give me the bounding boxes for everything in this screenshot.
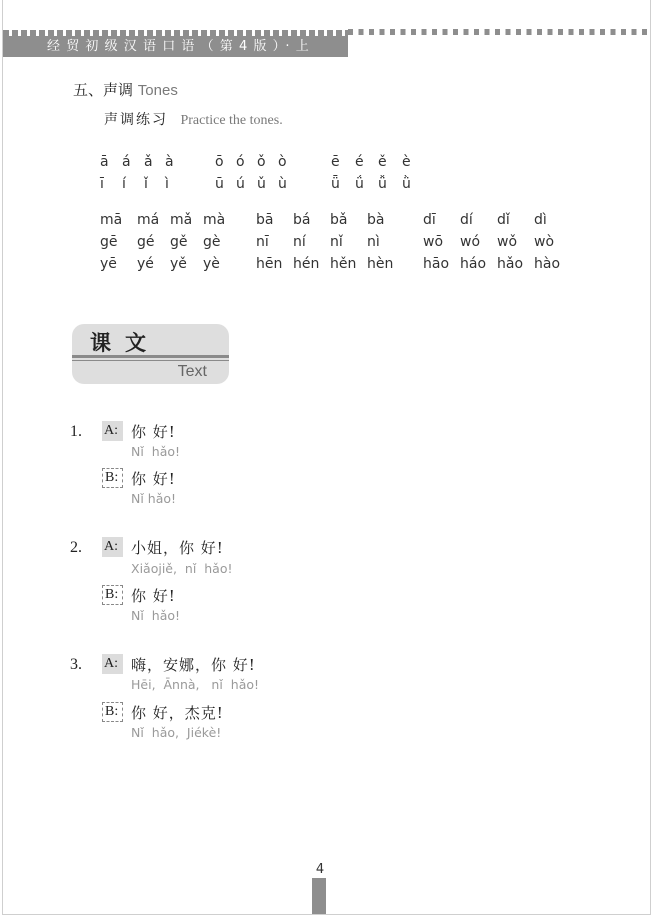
- dialogue-hanzi: 你 好!: [131, 423, 176, 441]
- tone-cell: hěn: [330, 256, 357, 272]
- tone-cell: wò: [534, 234, 555, 250]
- tone-cell: á: [122, 154, 131, 170]
- tone-cell: ē: [331, 154, 340, 170]
- tone-cell: ǎ: [144, 154, 153, 170]
- tone-cell: ǘ: [355, 176, 364, 192]
- tone-cell: à: [165, 154, 174, 170]
- tone-cell: yě: [170, 256, 187, 272]
- tone-cell: bá: [293, 212, 311, 228]
- dialogue-pinyin: Hēi, Ānnà, nǐ hǎo!: [131, 677, 260, 692]
- tone-cell: é: [355, 154, 364, 170]
- tone-cell: ǜ: [402, 176, 411, 192]
- header-rule: [72, 355, 229, 358]
- tone-cell: ǔ: [257, 176, 266, 192]
- section-title-cn: 五、声调: [73, 81, 134, 99]
- tone-cell: wō: [423, 234, 444, 250]
- tone-cell: wó: [460, 234, 481, 250]
- tone-cell: dī: [423, 212, 436, 228]
- speaker-b-label: B:: [102, 468, 123, 488]
- dialogue-pinyin: Nǐ hǎo!: [131, 608, 181, 623]
- tone-cell: ò: [278, 154, 287, 170]
- speaker-b-label: B:: [102, 702, 123, 722]
- speaker-a-label: A:: [102, 654, 123, 674]
- tone-cell: ū: [215, 176, 224, 192]
- tone-cell: mà: [203, 212, 226, 228]
- book-title: 经贸初级汉语口语（第4版）·上: [47, 39, 315, 54]
- dialogue-number: 3.: [70, 656, 82, 673]
- speaker-a-label: A:: [102, 537, 123, 557]
- tone-cell: gé: [137, 234, 155, 250]
- speaker-b-label: B:: [102, 585, 123, 605]
- tone-cell: nī: [256, 234, 269, 250]
- tone-cell: ú: [236, 176, 245, 192]
- tone-cell: hēn: [256, 256, 283, 272]
- dialogue-hanzi: 你 好!: [131, 587, 176, 605]
- text-section-title-cn: 课文: [90, 331, 160, 355]
- tone-cell: mǎ: [170, 212, 193, 228]
- tone-cell: è: [402, 154, 411, 170]
- tone-cell: hāo: [423, 256, 450, 272]
- tone-cell: ǒ: [257, 154, 266, 170]
- tone-cell: bà: [367, 212, 385, 228]
- page-number-tab: [312, 878, 326, 914]
- tone-cell: bā: [256, 212, 274, 228]
- tone-cell: dì: [534, 212, 547, 228]
- dialogue-hanzi: 小姐，你 好!: [131, 539, 224, 557]
- dialogue-number: 2.: [70, 539, 82, 556]
- dialogue-pinyin: Xiǎojiě, nǐ hǎo!: [131, 561, 233, 576]
- dialogue-hanzi: 你 好，杰克!: [131, 704, 224, 722]
- page-number: 4: [315, 862, 325, 877]
- tone-cell: ō: [215, 154, 224, 170]
- tone-cell: wǒ: [497, 234, 518, 250]
- tone-cell: mā: [100, 212, 123, 228]
- section-subtitle: [104, 109, 283, 129]
- tone-cell: ó: [236, 154, 245, 170]
- tone-cell: gē: [100, 234, 118, 250]
- tone-cell: nǐ: [330, 234, 343, 250]
- textbook-page: [2, 0, 651, 915]
- speaker-a-label: A:: [102, 421, 123, 441]
- tone-cell: ù: [278, 176, 287, 192]
- tone-cell: hén: [293, 256, 320, 272]
- tone-cell: gè: [203, 234, 221, 250]
- dialogue-pinyin: Nǐ hǎo!: [131, 444, 181, 459]
- tone-cell: bǎ: [330, 212, 348, 228]
- tone-cell: gě: [170, 234, 188, 250]
- dialogue-hanzi: 你 好!: [131, 470, 176, 488]
- header-dashed-line: [348, 29, 650, 35]
- tone-cell: ní: [293, 234, 306, 250]
- text-section-title-en: Text: [177, 363, 207, 380]
- tone-cell: má: [137, 212, 160, 228]
- tone-cell: nì: [367, 234, 380, 250]
- tone-cell: hǎo: [497, 256, 524, 272]
- tone-cell: hào: [534, 256, 561, 272]
- tone-cell: ì: [165, 176, 169, 192]
- tone-cell: ě: [378, 154, 387, 170]
- dialogue-number: 1.: [70, 423, 82, 440]
- tone-cell: ǐ: [144, 176, 148, 192]
- tone-cell: ā: [100, 154, 109, 170]
- tone-cell: yē: [100, 256, 117, 272]
- tone-cell: í: [122, 176, 126, 192]
- section-title-en: Tones: [137, 82, 178, 99]
- text-section-header: [72, 324, 229, 384]
- dialogue-hanzi: 嗨，安娜，你 好!: [131, 656, 256, 674]
- tone-cell: dí: [460, 212, 473, 228]
- tone-cell: ǖ: [331, 176, 340, 192]
- subtitle-cn: 声调练习: [104, 112, 168, 128]
- header-rule-thin: [72, 360, 229, 361]
- tone-cell: hèn: [367, 256, 394, 272]
- tone-cell: dǐ: [497, 212, 510, 228]
- tone-cell: ǚ: [378, 176, 387, 192]
- tone-cell: yé: [137, 256, 154, 272]
- subtitle-en: Practice the tones.: [180, 113, 283, 128]
- dialogue-pinyin: Nǐ hǎo, Jiékè!: [131, 725, 222, 740]
- tone-cell: yè: [203, 256, 220, 272]
- tone-cell: ī: [100, 176, 104, 192]
- tone-cell: háo: [460, 256, 487, 272]
- dialogue-pinyin: Nǐ hǎo!: [131, 491, 177, 506]
- section-title: [73, 79, 178, 100]
